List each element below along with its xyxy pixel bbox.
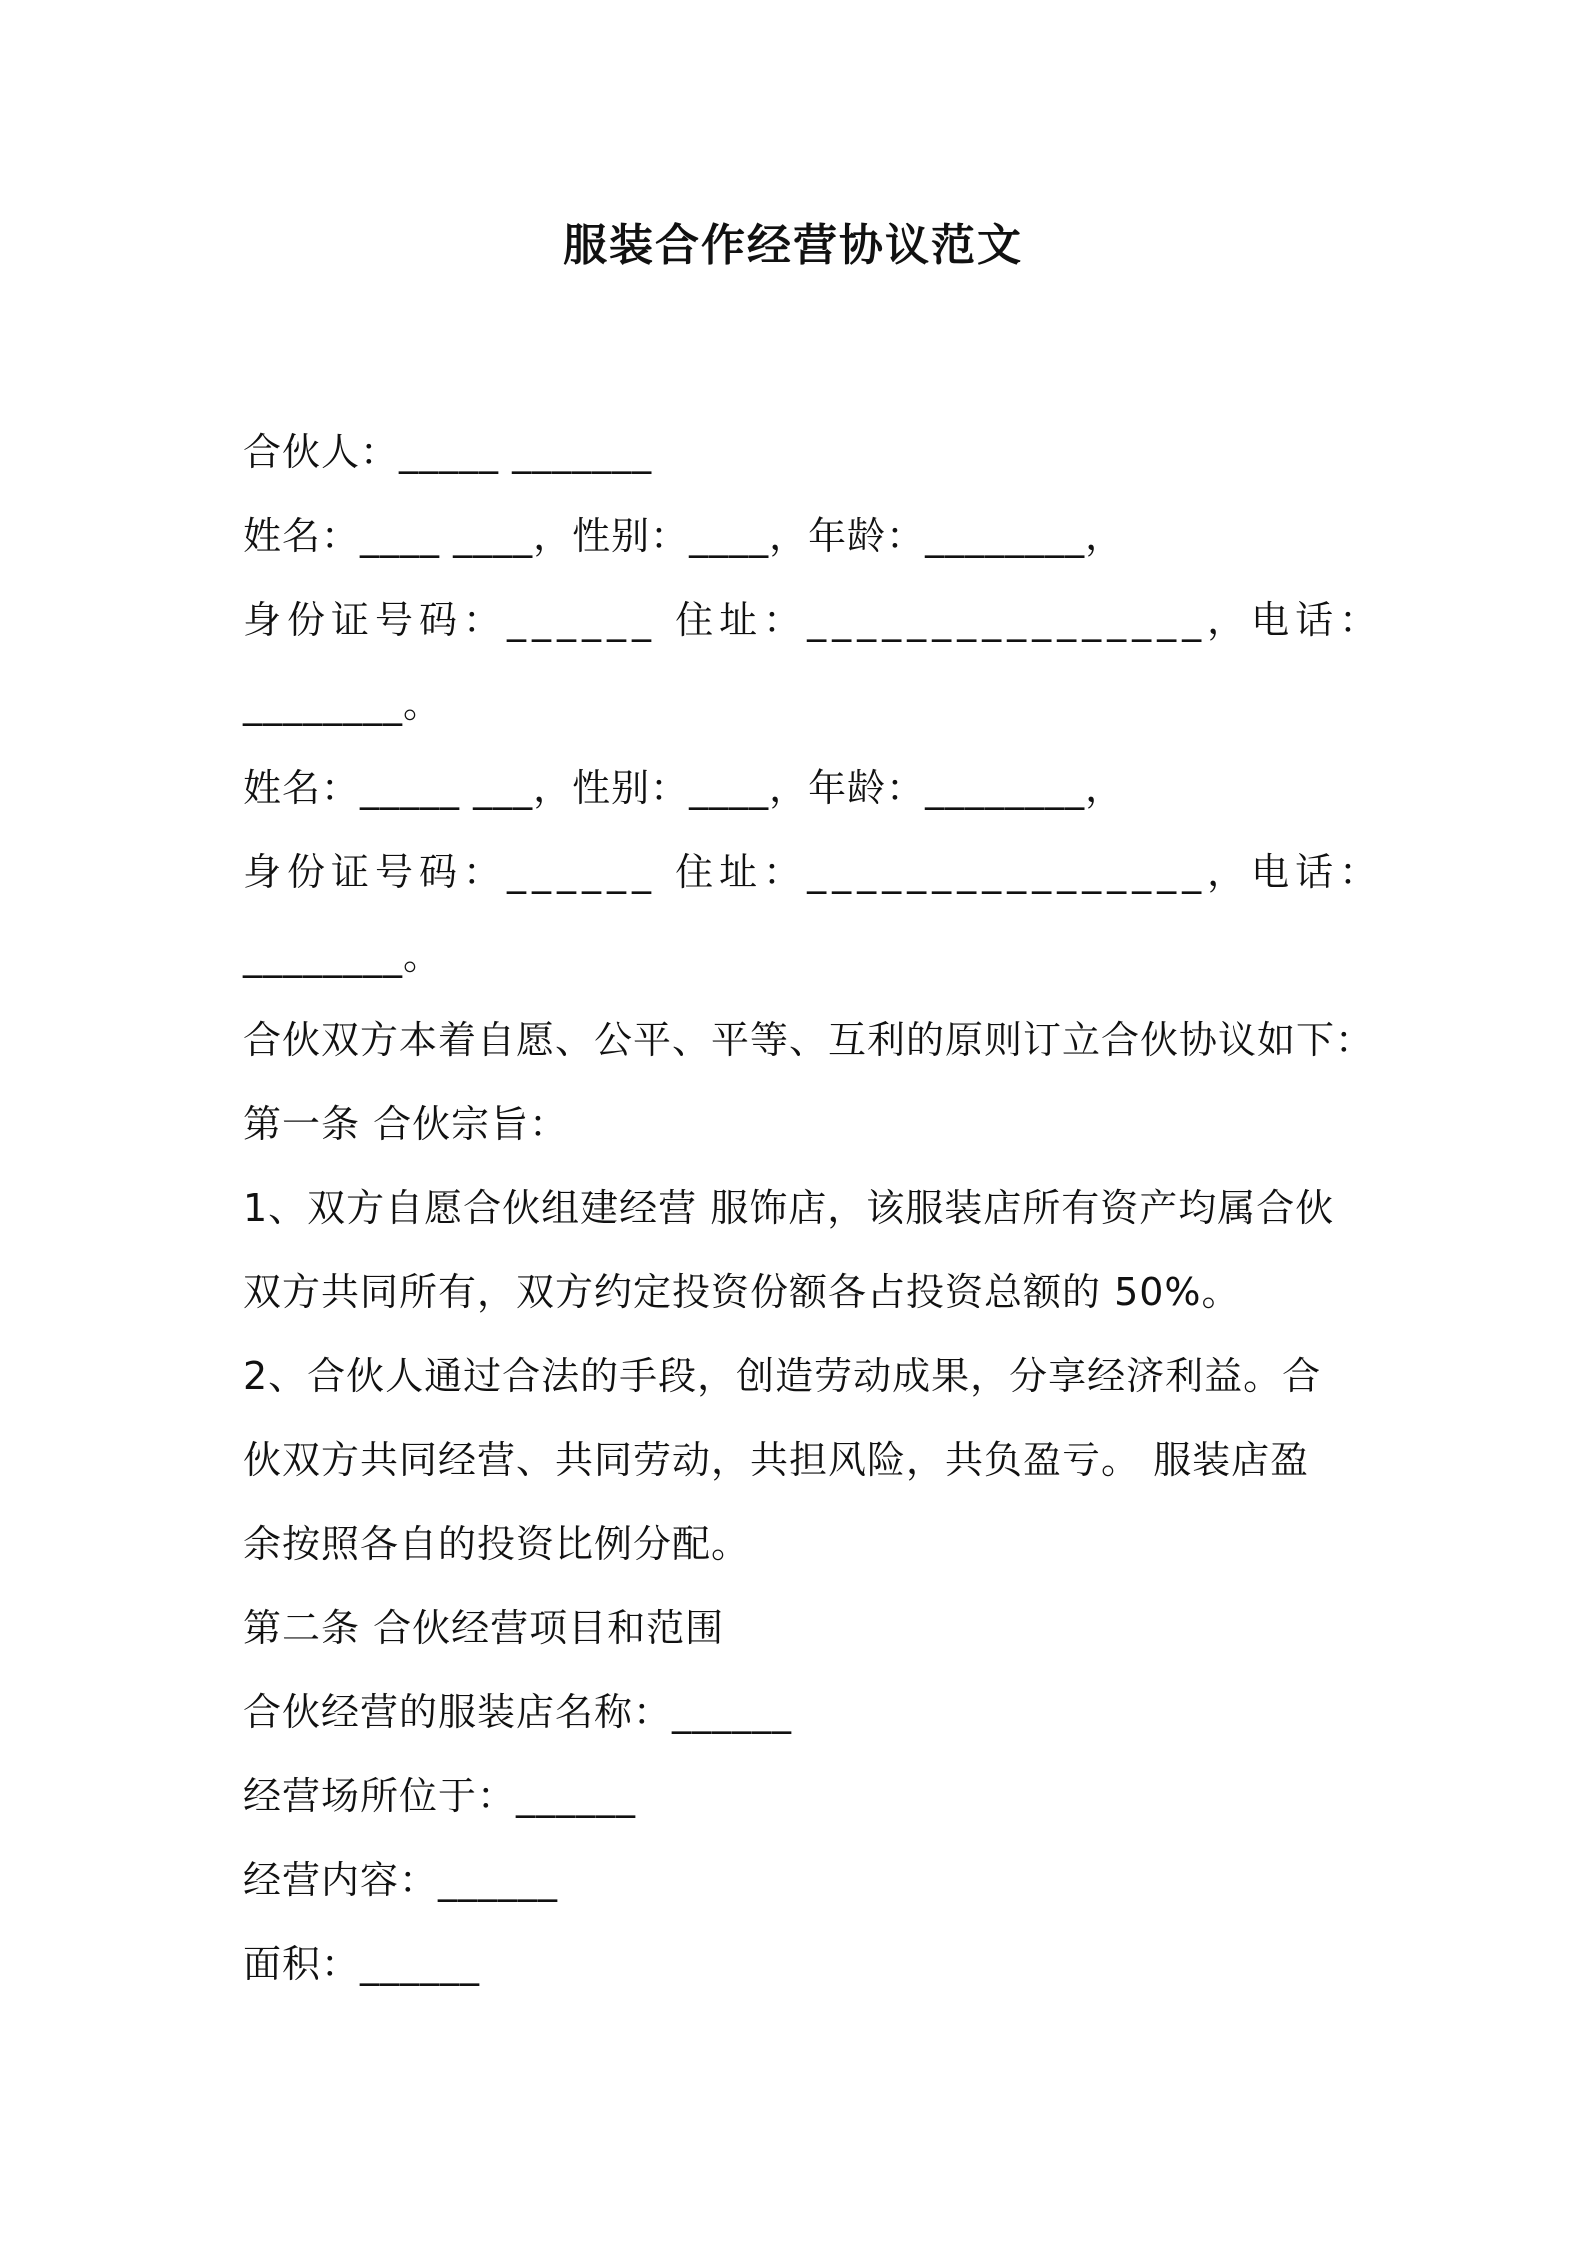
business-content-line: 经营内容：______	[243, 1858, 559, 1902]
location-line: 经营场所位于：______	[243, 1774, 637, 1818]
preamble-line: 合伙双方本着自愿、公平、平等、互利的原则订立合伙协议如下：	[243, 1018, 1375, 1062]
article-one-item-1-line-2: 双方共同所有，双方约定投资份额各占投资总额的 50%。	[243, 1270, 1241, 1314]
partner-b-phone-line: ________。	[243, 934, 443, 978]
partner-a-phone-line: ________。	[243, 682, 443, 726]
partner-a-id-line: 身份证号码：______ 住址：________________，电话：	[243, 598, 1384, 642]
article-two-heading: 第二条 合伙经营项目和范围	[243, 1606, 725, 1650]
article-one-item-2-line-1: 2、合伙人通过合法的手段，创造劳动成果，分享经济利益。合	[243, 1354, 1322, 1398]
partner-a-name-line: 姓名：____ ____，性别：____，年龄：________，	[243, 514, 1125, 558]
partner-line: 合伙人：_____ _______	[243, 430, 653, 474]
partner-b-id-line: 身份证号码：______ 住址：________________，电话：	[243, 850, 1384, 894]
article-one-item-2-line-2: 伙双方共同经营、共同劳动，共担风险，共负盈亏。 服装店盈	[243, 1438, 1310, 1482]
area-line: 面积：______	[243, 1942, 481, 1986]
article-one-item-2-line-3: 余按照各自的投资比例分配。	[243, 1522, 751, 1566]
store-name-line: 合伙经营的服装店名称：______	[243, 1690, 793, 1734]
partner-b-name-line: 姓名：_____ ___，性别：____，年龄：________，	[243, 766, 1125, 810]
document-title: 服装合作经营协议范文	[563, 220, 1023, 271]
article-one-heading: 第一条 合伙宗旨：	[243, 1102, 569, 1146]
article-one-item-1-line-1: 1、双方自愿合伙组建经营 服饰店，该服装店所有资产均属合伙	[243, 1186, 1335, 1230]
document-body	[243, 410, 1384, 2006]
